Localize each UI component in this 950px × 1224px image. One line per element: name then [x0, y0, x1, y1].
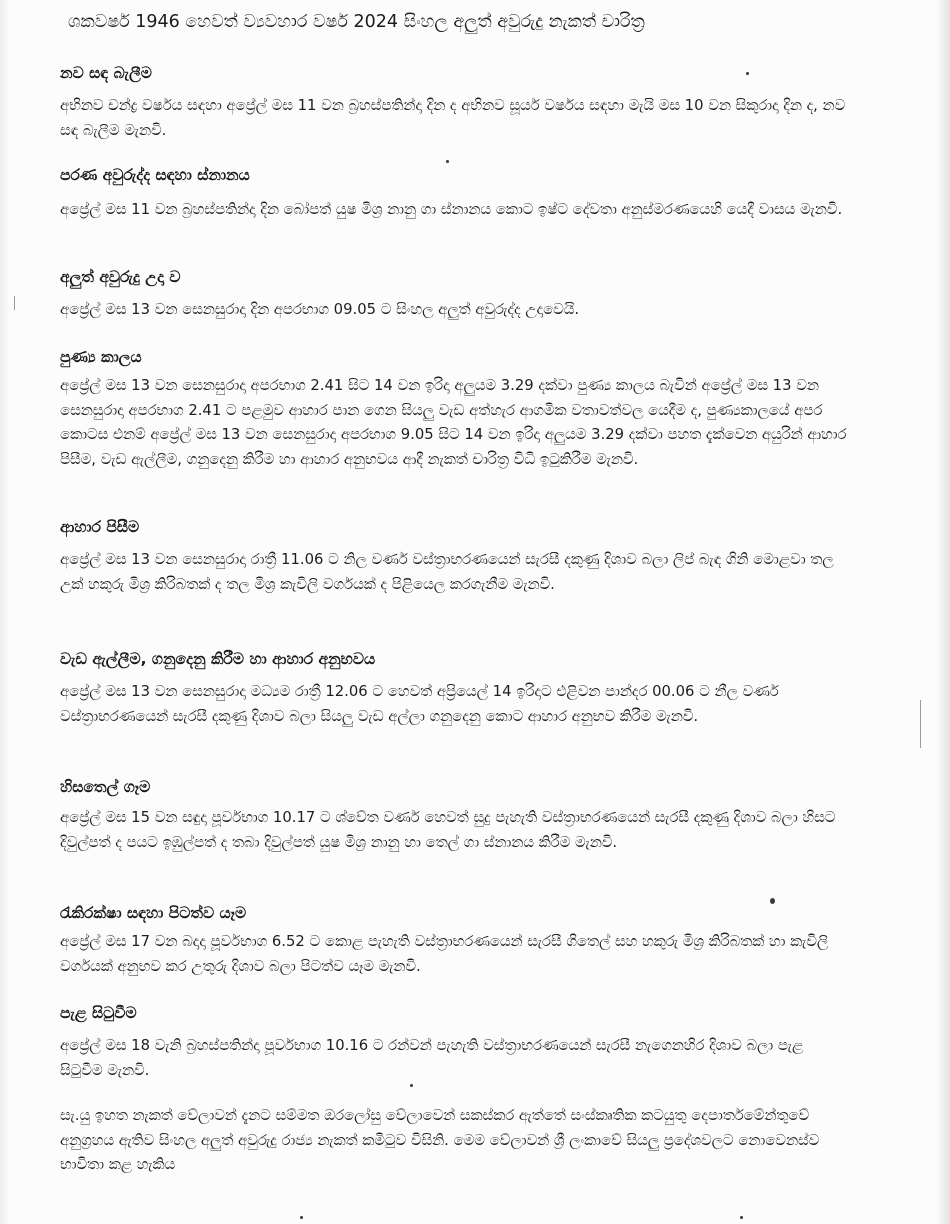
section-text-work-transactions-meal: අප්‍රේල් මස 13 වන සෙනසුරාදා මධ්‍යම රාත්‍රී 12.06 ට හෙවත් අප්‍රියෙල් 14 ඉරිදාට එළිවන පාන්දර 00.06 ට නීල වර්ණ වස්ත්‍රාභරණයෙන් සැරසී දකුණු දිශාව බලා සියලු වැඩ අල්ලා ගනුදෙනු කොට ආහාර අනුභව කිරීම මැනවි. — [60, 683, 779, 725]
section-text-leaving-for-work: අප්‍රේල් මස 17 වන බදාදා පූර්වභාග 6.52 ට කොළ පැහැති වස්ත්‍රාභරණයෙන් සැරසී ගිතෙල් සහ හකුරු මිශ්‍ර කිරිබතක් හා කැවිලි වර්ගයක් අනුභව කර උතුරු දිශාව බලා පිටත්ව යෑම මැනවි. — [60, 933, 829, 975]
scan-speck — [770, 898, 775, 904]
margin-mark — [920, 700, 921, 748]
section-text-old-year-bath: අප්‍රේල් මස 11 වන බ්‍රහස්පතින්දා දින බෝපත් යුෂ මිශ්‍ර නානු ගා ස්නානය කොට ඉෂ්ට දේවතා අනුස්මරණයෙහි යෙදී වාසය මැනවි. — [60, 201, 843, 218]
scan-speck — [740, 1216, 743, 1219]
section-heading-auspicious-period: පුණ්‍ය කාලය — [60, 348, 142, 366]
section-heading-new-moon: නව සඳ බැලීම — [60, 64, 152, 82]
section-heading-cooking: ආහාර පිසීම — [60, 518, 140, 536]
page-left-edge-shadow — [0, 0, 10, 1224]
section-text-oil-anointing: අප්‍රේල් මස 15 වන සඳුදා පූර්වභාග 10.17 ට ශ්වේත වර්ණ හෙවත් සුදු පැහැති වස්ත්‍රාභරණයෙන් සැරසී දකුණු දිශාව බලා හිසට දිවුල්පත් ද පයට ඉඹුල්පත් ද තබා දිවුල්පත් යුෂ මිශ්‍ර නානු හා තෙල් ගා ස්නානය කිරීම මැනවි. — [60, 809, 836, 851]
section-heading-planting: පැළ සිටුවීම — [60, 1004, 137, 1022]
section-text-planting: අප්‍රේල් මස 18 වැනි බ්‍රහස්පතින්දා පූර්වභාග 10.16 ට රන්වන් පැහැති වස්ත්‍රාභරණයෙන් සැරසී නැගෙනහිර දිශාව බලා පැළ සිටුවීම මැනවි. — [60, 1037, 804, 1079]
document-title: ශකවර්ෂ 1946 හෙවත් ව්‍යවහාර වර්ෂ 2024 සිංහල අලුත් අවුරුදු නැකත් චාරිත්‍ර — [68, 12, 645, 32]
footnote: සැ.යු ඉහත නැකත් වේලාවන් දැනට සම්මත ඔරලෝසු වේලාවෙන් සකස්කර ඇත්තේ සංස්කෘතික කටයුතු දෙපාර්තමේන්තුවේ අනුග්‍රහය ඇතිව සිංහල අලුත් අවුරුදු රාජ්‍ය නැකත් කමිටුව විසිනි. මෙම වේලාවන් ශ්‍රී ලංකාවේ සියලු ප්‍රදේශවලට නොවෙනස්ව භාවිතා කළ හැකිය — [60, 1107, 820, 1173]
scan-speck — [746, 72, 749, 75]
section-text-auspicious-period: අප්‍රේල් මස 13 වන සෙනසුරාදා අපරභාග 2.41 සිට 14 වන ඉරිදා අලුයම 3.29 දක්වා පුණ්‍ය කාලය බැවින් අප්‍රේල් මස 13 වන සෙනසුරාදා අපරභාග 2.41 ට පළමුව ආහාර පාන ගෙන සියලු වැඩ අත්හැර ආගමික වතාවත්වල යෙදීම ද, පුණ්‍යකාලයේ අපර කොටස එනම් අප්‍රේල් මස 13 වන සෙනසුරාදා අපරභාග 9.05 සිට 14 වන ඉරිදා අලුයම 3.29 දක්වා පහත දැක්වෙන අයුරින් ආහාර පිසීම, වැඩ ඇල්ලීම, ගනුදෙනු කිරීම හා ආහාර අනුභවය ආදී නැකත් චාරිත්‍ර විධි ඉටුකිරීම මැනවි. — [60, 377, 847, 468]
section-heading-new-year-dawn: අලුත් අවුරුදු උදා ව — [60, 268, 181, 286]
scan-speck — [300, 1216, 303, 1219]
section-heading-leaving-for-work: රැකිරක්ෂා සඳහා පිටත්ව යෑම — [60, 904, 247, 922]
scan-speck — [410, 1084, 413, 1087]
section-heading-old-year-bath: පරණ අවුරුද්ද සඳහා ස්නානය — [60, 166, 250, 184]
margin-mark — [14, 296, 15, 310]
section-text-new-year-dawn: අප්‍රේල් මස 13 වන සෙනසුරාදා දින අපරභාග 09.05 ට සිංහල අලුත් අවුරුද්ද උදාවෙයි. — [60, 301, 580, 318]
section-text-cooking: අප්‍රේල් මස 13 වන සෙනසුරාදා රාත්‍රී 11.06 ට නිල වර්ණ වස්ත්‍රාභරණයෙන් සැරසී දකුණු දිශාව බලා ලිප් බැඳ ගිනි මොළවා තල උක් හකුරු මිශ්‍ර කිරිබතක් ද තල මිශ්‍ර කැවිලි වර්ගයක් ද පිළියෙල කරගැනීම මැනවි. — [60, 551, 834, 593]
section-text-new-moon: අභිනව චන්ද්‍ර වර්ෂය සඳහා අප්‍රේල් මස 11 වන බ්‍රහස්පතින්දා දින ද අභිනව සූර්ය වර්ෂය සඳහා මැයි මස 10 වන සිකුරාදා දින ද, නව සඳ බැලීම මැනවි. — [60, 97, 846, 139]
section-heading-oil-anointing: හිසතෙල් ගෑම — [60, 778, 151, 796]
section-heading-work-transactions-meal: වැඩ ඇල්ලීම, ගනුදෙනු කිරීම හා ආහාර අනුභවය — [60, 650, 376, 668]
page-right-edge-shadow — [936, 0, 950, 1224]
scan-speck — [446, 160, 449, 163]
